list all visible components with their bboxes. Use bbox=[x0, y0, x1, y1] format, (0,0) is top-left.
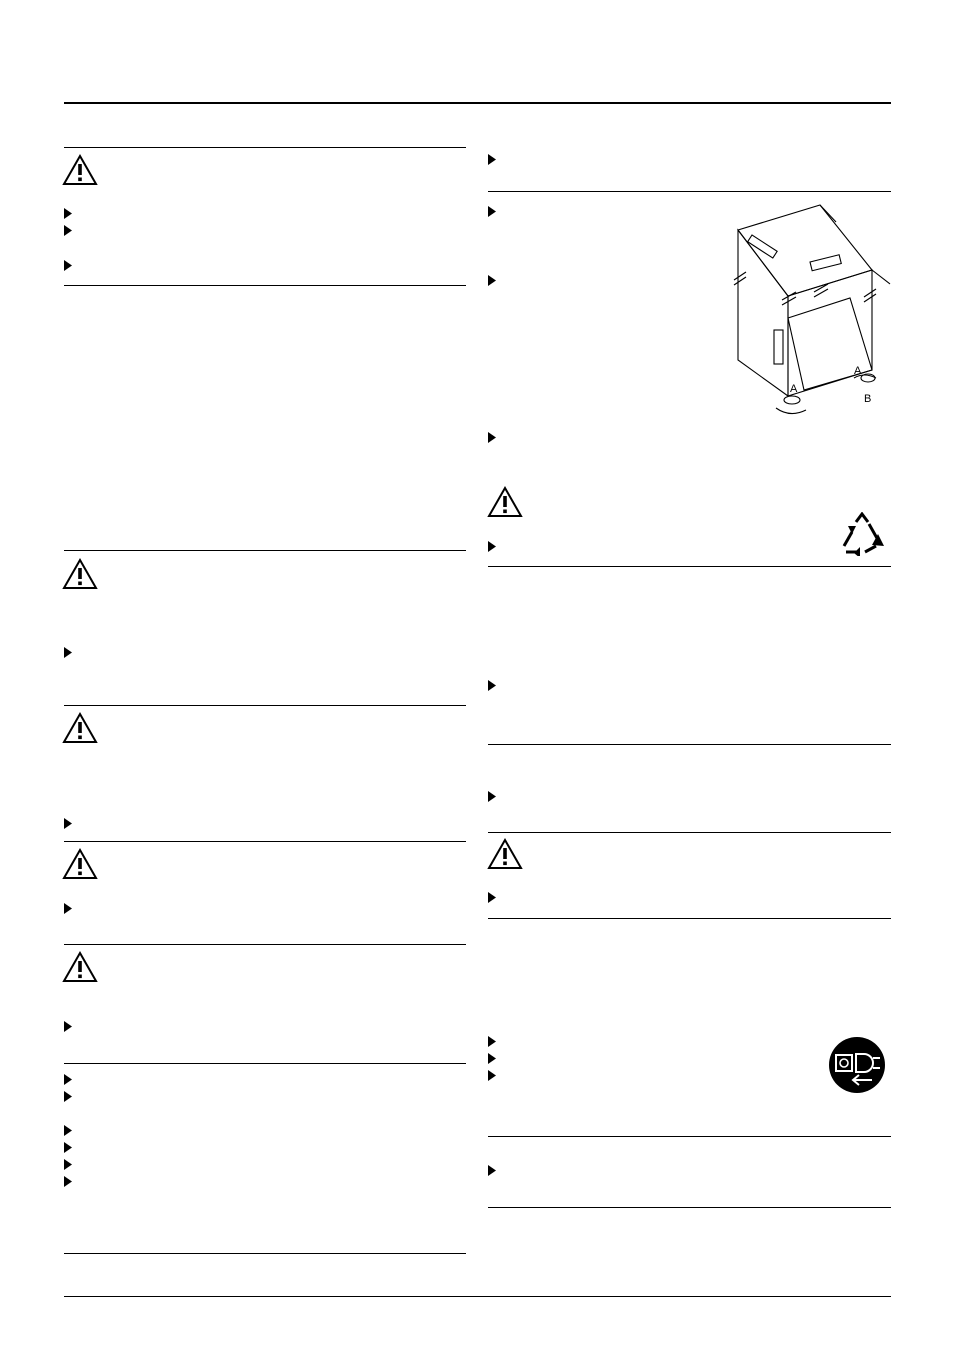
bullet-icon bbox=[488, 1053, 497, 1064]
section-divider bbox=[488, 1207, 891, 1208]
recycle-icon bbox=[838, 512, 886, 556]
section-divider bbox=[488, 566, 891, 567]
figure-label-a: A bbox=[790, 383, 798, 395]
section-divider bbox=[64, 285, 466, 286]
section-divider bbox=[488, 918, 891, 919]
bullet-icon bbox=[64, 1091, 73, 1102]
warning-triangle-icon bbox=[62, 951, 98, 983]
section-divider bbox=[488, 744, 891, 745]
section-divider bbox=[64, 1063, 466, 1064]
warning-triangle-icon bbox=[62, 154, 98, 186]
unplug-icon bbox=[828, 1036, 886, 1094]
bullet-icon bbox=[64, 647, 73, 658]
section-divider bbox=[64, 1253, 466, 1254]
figure-label-b: B bbox=[864, 393, 872, 405]
section-divider bbox=[488, 191, 891, 192]
section-divider bbox=[64, 705, 466, 706]
section-divider bbox=[64, 841, 466, 842]
bullet-icon bbox=[488, 1036, 497, 1047]
bullet-icon bbox=[488, 275, 497, 286]
bullet-icon bbox=[64, 208, 73, 219]
warning-triangle-icon bbox=[487, 486, 523, 518]
warning-triangle-icon bbox=[62, 712, 98, 744]
bullet-icon bbox=[64, 225, 73, 236]
bullet-icon bbox=[64, 1021, 73, 1032]
bullet-icon bbox=[64, 1176, 73, 1187]
warning-triangle-icon bbox=[62, 558, 98, 590]
footer-rule bbox=[64, 1296, 891, 1297]
bullet-icon bbox=[488, 892, 497, 903]
bullet-icon bbox=[64, 818, 73, 829]
bullet-icon bbox=[488, 541, 497, 552]
warning-triangle-icon bbox=[62, 848, 98, 880]
section-divider bbox=[488, 1136, 891, 1137]
warning-triangle-icon bbox=[487, 838, 523, 870]
bullet-icon bbox=[488, 680, 497, 691]
bullet-icon bbox=[488, 1070, 497, 1081]
section-divider bbox=[488, 832, 891, 833]
bullet-icon bbox=[64, 1142, 73, 1153]
bullet-icon bbox=[488, 432, 497, 443]
figure-label-a: A bbox=[854, 365, 862, 377]
bullet-icon bbox=[64, 903, 73, 914]
bullet-icon bbox=[64, 1159, 73, 1170]
bullet-icon bbox=[64, 1125, 73, 1136]
bullet-icon bbox=[488, 206, 497, 217]
bullet-icon bbox=[64, 1074, 73, 1085]
cabinet-leveling-figure bbox=[724, 200, 892, 426]
bullet-icon bbox=[488, 791, 497, 802]
section-divider bbox=[64, 147, 466, 148]
section-divider bbox=[64, 944, 466, 945]
bullet-icon bbox=[64, 260, 73, 271]
bullet-icon bbox=[488, 154, 497, 165]
section-divider bbox=[64, 550, 466, 551]
header-rule bbox=[64, 102, 891, 104]
bullet-icon bbox=[488, 1165, 497, 1176]
